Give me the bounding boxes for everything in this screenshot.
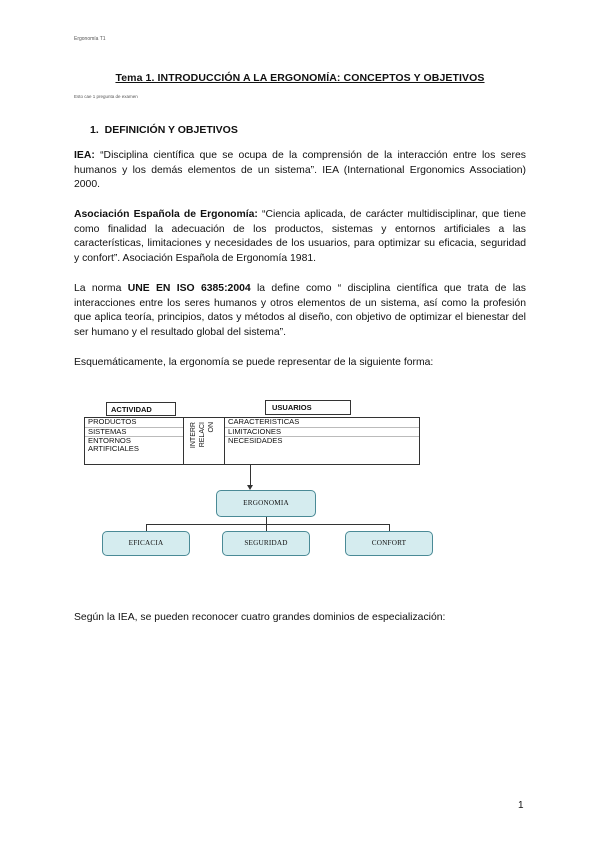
une-definition bbox=[74, 282, 526, 340]
interaction-line: ON bbox=[208, 422, 215, 433]
section-heading bbox=[90, 124, 238, 136]
interaction-line: INTERR bbox=[190, 422, 197, 449]
running-head: Ergonomía T1 bbox=[74, 36, 106, 42]
user-item: NECESIDADES bbox=[228, 436, 283, 446]
interaction-table bbox=[84, 417, 420, 465]
iea-text: “Disciplina científica que se ocupa de la comprensión de la interacción entre los seres humanos y los demás elementos de un sistema”. IEA (International Ergonomics Association) 2000. bbox=[74, 150, 526, 191]
outcome-seguridad: SEGURIDAD bbox=[222, 531, 310, 556]
interaction-line: RELACI bbox=[199, 422, 206, 448]
aee-label: Asociación Española de Ergonomía: bbox=[74, 209, 258, 220]
aee-definition bbox=[74, 208, 526, 266]
section-title: DEFINICIÓN Y OBJETIVOS bbox=[104, 124, 238, 136]
connector-line bbox=[266, 524, 267, 531]
activity-item: ENTORNOS ARTIFICIALES bbox=[88, 436, 139, 454]
users-header: USUARIOS bbox=[265, 400, 351, 415]
user-item: LIMITACIONES bbox=[225, 428, 419, 438]
iea-domains-intro: Según la IEA, se pueden reconocer cuatro grandes dominios de especialización: bbox=[74, 612, 446, 623]
connector-line bbox=[146, 524, 389, 525]
une-label: UNE EN ISO 6385:2004 bbox=[127, 283, 251, 294]
activity-column bbox=[85, 418, 183, 464]
ergonomics-diagram bbox=[76, 393, 506, 583]
activity-item: PRODUCTOS bbox=[85, 418, 183, 428]
interaction-column bbox=[183, 418, 225, 464]
activity-item: SISTEMAS bbox=[85, 428, 183, 438]
une-prefix: La norma bbox=[74, 283, 128, 294]
section-number: 1. bbox=[90, 124, 99, 136]
activity-header: ACTIVIDAD bbox=[106, 402, 176, 416]
aee-text: “Ciencia aplicada, de carácter multidisciplinar, que tiene como finalidad la adecuación de los productos, sistemas y entornos artificiales a las características, limitaciones y necesidades de los usuarios, para optimizar su eficacia, seguridad y confort”. Asociación Española de Ergonomía 1981. bbox=[74, 209, 526, 264]
arrow-line bbox=[250, 465, 251, 487]
outcome-eficacia: EFICACIA bbox=[102, 531, 190, 556]
page-number: 1 bbox=[518, 800, 524, 811]
outcome-confort: CONFORT bbox=[345, 531, 433, 556]
schematic-intro: Esquemáticamente, la ergonomía se puede representar de la siguiente forma: bbox=[74, 357, 434, 368]
users-column bbox=[225, 418, 419, 464]
connector-line bbox=[146, 524, 147, 531]
exam-note: Esto cae 1 pregunta de examen bbox=[74, 94, 138, 99]
page-title: Tema 1. INTRODUCCIÓN A LA ERGONOMÍA: CONCEPTOS Y OBJETIVOS bbox=[115, 72, 485, 84]
user-item: CARACTERISTICAS bbox=[225, 418, 419, 428]
connector-line bbox=[389, 524, 390, 531]
interaction-label bbox=[190, 422, 220, 460]
iea-definition bbox=[74, 149, 526, 193]
iea-label: IEA: bbox=[74, 150, 95, 161]
connector-line bbox=[266, 517, 267, 524]
ergonomia-node: ERGONOMIA bbox=[216, 490, 316, 517]
une-text: la define como “ disciplina científica que trata de las interacciones entre los seres humanos y otros elementos de un sistema, así como la profesión que aplica teoría, principios, datos y métodos al diseño, con objetivo de optimizar el bienestar del ser humano y el resultado global del sistema”. bbox=[74, 283, 526, 338]
